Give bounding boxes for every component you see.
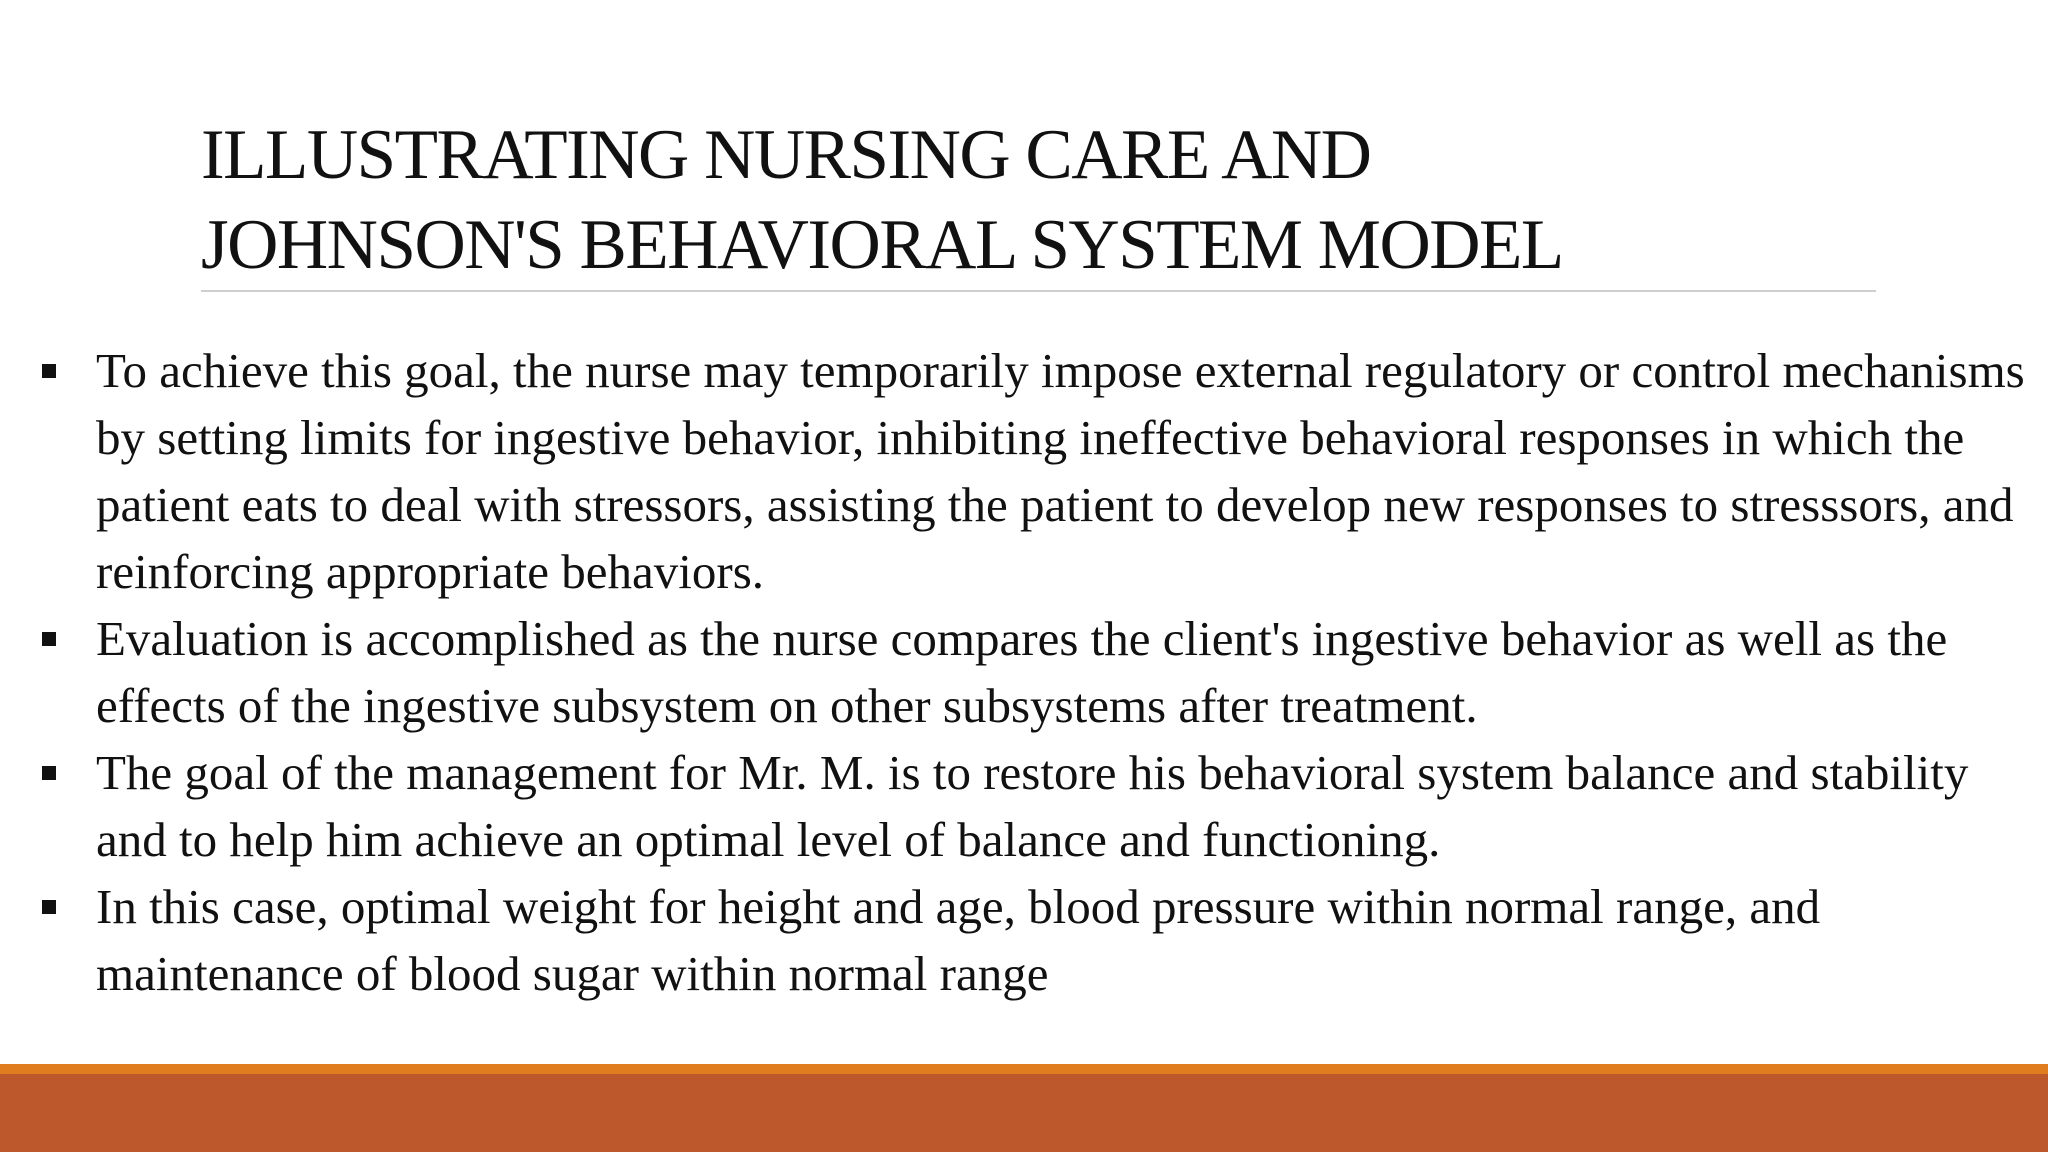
bullet-text: In this case, optimal weight for height and age, blood pressure within normal range, and maintenance of blood sugar within normal range — [96, 879, 1821, 1001]
square-bullet-icon — [42, 900, 56, 914]
square-bullet-icon — [42, 766, 56, 780]
slide-title-line-2: JOHNSON'S BEHAVIORAL SYSTEM MODEL — [201, 206, 1563, 284]
bullet-item — [40, 337, 2025, 605]
bullet-item — [40, 739, 2015, 873]
title-divider — [201, 290, 1876, 292]
bullet-text: To achieve this goal, the nurse may temporarily impose external regulatory or control mechanisms by setting limits for ingestive behavior, inhibiting ineffective behavioral responses in which the patient eats to deal with stressors, assisting the patient to develop new responses to stresssors, and reinforcing appropriate behaviors. — [96, 343, 2025, 599]
bullet-text: The goal of the management for Mr. M. is to restore his behavioral system balance and stability and to help him achieve an optimal level of balance and functioning. — [96, 745, 1969, 867]
bullet-item — [40, 873, 2015, 1007]
bullet-text: Evaluation is accomplished as the nurse compares the client's ingestive behavior as well as the effects of the ingestive subsystem on other subsystems after treatment. — [96, 611, 1948, 733]
square-bullet-icon — [42, 632, 56, 646]
footer-bar — [0, 1074, 2048, 1152]
bullet-item — [40, 605, 2015, 739]
slide-title-line-1: ILLUSTRATING NURSING CARE AND — [201, 116, 1371, 194]
slide-title — [201, 110, 1876, 290]
footer-accent-stripe — [0, 1064, 2048, 1074]
bullet-list — [40, 337, 2025, 1007]
square-bullet-icon — [42, 364, 56, 378]
